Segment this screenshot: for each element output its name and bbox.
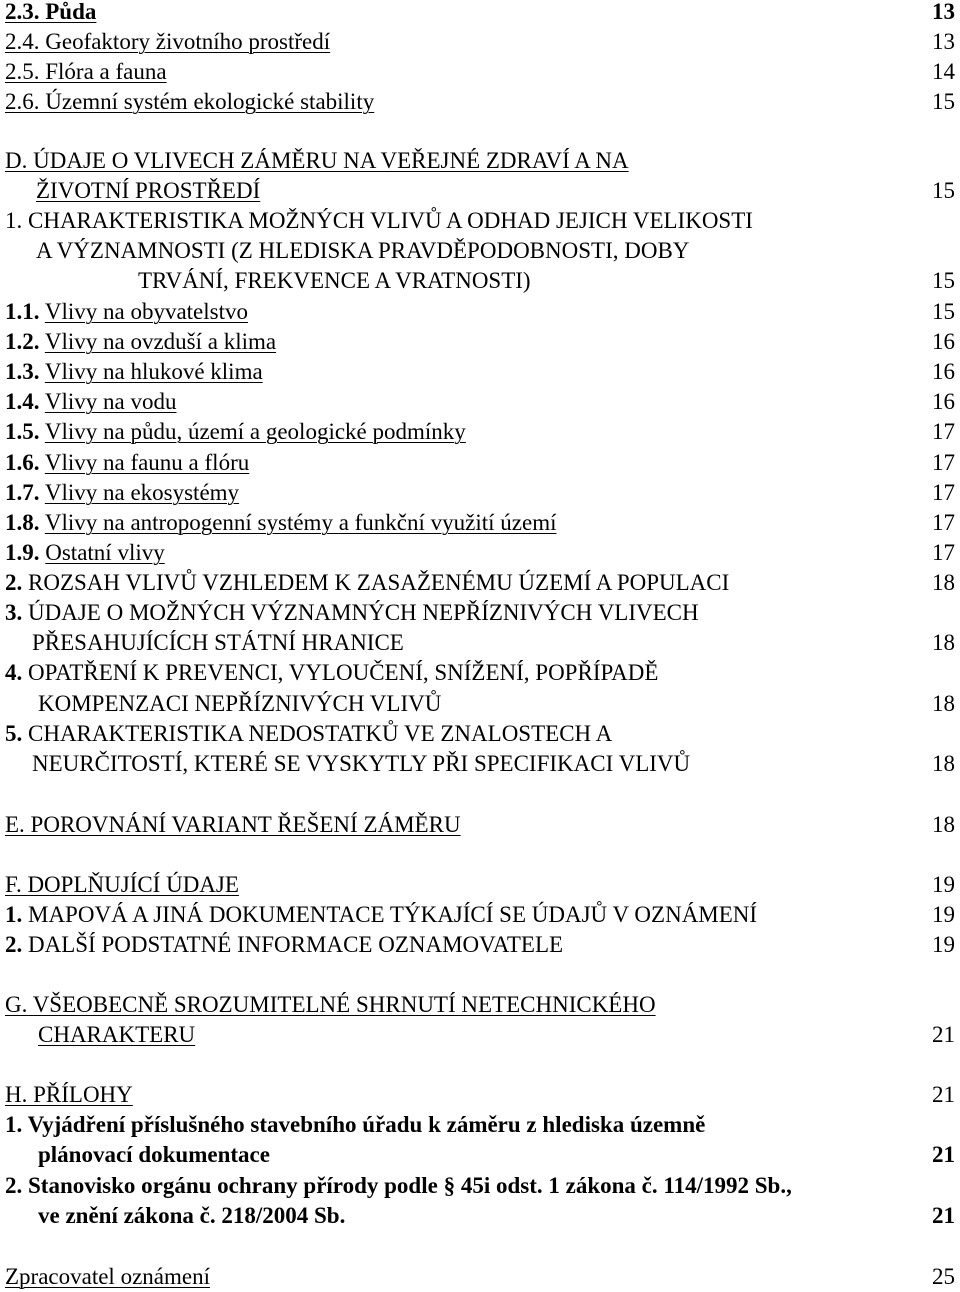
toc-label: CHARAKTERU [38, 1022, 196, 1047]
toc-number: 1.3. [5, 359, 40, 384]
toc-label: Vlivy na hlukové klima [44, 359, 263, 384]
toc-label: ŽIVOTNÍ PROSTŘEDÍ [36, 178, 261, 203]
toc-label: plánovací dokumentace [38, 1142, 270, 1167]
toc-page: 13 [932, 0, 955, 24]
toc-entry[interactable] [0, 870, 960, 900]
toc-entry[interactable] [0, 87, 960, 117]
toc-label: G. VŠEOBECNĚ SROZUMITELNÉ SHRNUTÍ NETECHNICKÉHO [5, 992, 656, 1017]
toc-entry[interactable] [0, 176, 960, 206]
toc-label: ÚDAJE O MOŽNÝCH VÝZNAMNÝCH NEPŘÍZNIVÝCH VLIVECH [28, 600, 699, 625]
toc-page: 15 [932, 268, 955, 293]
toc-label: Zpracovatel oznámení [5, 1264, 210, 1289]
toc-page: 17 [932, 419, 955, 444]
toc-page: 15 [932, 299, 955, 324]
toc-entry[interactable] [0, 236, 960, 266]
toc-number: 1.6. [5, 450, 40, 475]
toc-entry[interactable] [0, 1262, 960, 1292]
toc-label: Vlivy na antropogenní systémy a funkční využití území [44, 510, 557, 535]
toc-entry[interactable] [0, 568, 960, 598]
toc-label: NEURČITOSTÍ, KTERÉ SE VYSKYTLY PŘI SPECIFIKACI VLIVŮ [32, 751, 691, 776]
toc-label: Vlivy na ekosystémy [44, 480, 240, 505]
toc-number: 1. [5, 902, 23, 927]
toc-number: 1.7. [5, 480, 40, 505]
toc-entry[interactable] [0, 417, 960, 447]
toc-label: 2. Stanovisko orgánu ochrany přírody podle § 45i odst. 1 zákona č. 114/1992 Sb., [5, 1173, 792, 1198]
toc-page: 21 [932, 1082, 955, 1107]
toc-page: 18 [932, 751, 955, 776]
toc-entry[interactable] [0, 538, 960, 568]
toc-page: 18 [932, 691, 955, 716]
toc-entry[interactable] [0, 719, 960, 749]
toc-entry[interactable] [0, 810, 960, 840]
toc-number: 3. [5, 600, 23, 625]
toc-page: 21 [932, 1203, 955, 1228]
toc-entry[interactable] [0, 266, 960, 296]
toc-label: PŘESAHUJÍCÍCH STÁTNÍ HRANICE [32, 630, 404, 655]
toc-page: 13 [932, 29, 955, 54]
toc-entry[interactable] [0, 900, 960, 930]
toc-label: 2.5. Flóra a fauna [5, 59, 167, 84]
toc-number: 1.5. [5, 419, 40, 444]
toc-page: 17 [932, 540, 955, 565]
toc-entry[interactable] [0, 387, 960, 417]
toc-page: 14 [932, 59, 955, 84]
toc-entry[interactable] [0, 478, 960, 508]
toc-entry[interactable] [0, 327, 960, 357]
toc-entry[interactable] [0, 0, 960, 27]
toc-label: Vlivy na obyvatelstvo [44, 299, 248, 324]
toc-entry[interactable] [0, 1201, 960, 1231]
toc-page: 15 [932, 89, 955, 114]
toc-page: 19 [932, 902, 955, 927]
toc-entry[interactable] [0, 990, 960, 1020]
toc-entry[interactable] [0, 628, 960, 658]
toc-label: A VÝZNAMNOSTI (Z HLEDISKA PRAVDĚPODOBNOSTI, DOBY [36, 238, 690, 263]
toc-label: Vlivy na půdu, území a geologické podmínky [44, 419, 466, 444]
toc-number: 1.2. [5, 329, 40, 354]
toc-entry[interactable] [0, 206, 960, 236]
toc-number: 1.1. [5, 299, 40, 324]
toc-page: 21 [932, 1142, 955, 1167]
toc-number: 2. [5, 570, 23, 595]
toc-label: CHARAKTERISTIKA NEDOSTATKŮ VE ZNALOSTECH A [28, 721, 613, 746]
toc-label: E. POROVNÁNÍ VARIANT ŘEŠENÍ ZÁMĚRU [5, 812, 461, 837]
toc-number: 1.8. [5, 510, 40, 535]
toc-entry[interactable] [0, 689, 960, 719]
toc-entry[interactable] [0, 749, 960, 779]
toc-entry[interactable] [0, 658, 960, 688]
toc-page: 16 [932, 359, 955, 384]
toc-entry[interactable] [0, 1110, 960, 1140]
toc-number: 1.4. [5, 389, 40, 414]
toc-entry[interactable] [0, 1171, 960, 1201]
toc-number: 5. [5, 721, 23, 746]
toc-entry[interactable] [0, 448, 960, 478]
toc-page: 17 [932, 450, 955, 475]
toc-entry[interactable] [0, 357, 960, 387]
toc-label: Ostatní vlivy [45, 540, 165, 565]
toc-label: ve znění zákona č. 218/2004 Sb. [38, 1203, 346, 1228]
toc-label: 2.4. Geofaktory životního prostředí [5, 29, 331, 54]
toc-page: 17 [932, 480, 955, 505]
toc-label: TRVÁNÍ, FREKVENCE A VRATNOSTI) [138, 268, 531, 293]
toc-label: D. ÚDAJE O VLIVECH ZÁMĚRU NA VEŘEJNÉ ZDRAVÍ A NA [5, 148, 629, 173]
toc-label: DALŠÍ PODSTATNÉ INFORMACE OZNAMOVATELE [28, 932, 564, 957]
toc-entry[interactable] [0, 146, 960, 176]
toc-label: KOMPENZACI NEPŘÍZNIVÝCH VLIVŮ [38, 691, 442, 716]
toc-entry[interactable] [0, 1020, 960, 1050]
toc-page: 19 [932, 872, 955, 897]
toc-label: MAPOVÁ A JINÁ DOKUMENTACE TÝKAJÍCÍ SE ÚDAJŮ V OZNÁMENÍ [28, 902, 758, 927]
toc-page: 18 [932, 812, 955, 837]
toc-page: 17 [932, 510, 955, 535]
toc-page: 25 [932, 1264, 955, 1289]
toc-label: F. DOPLŇUJÍCÍ ÚDAJE [5, 872, 239, 897]
toc-page: 16 [932, 329, 955, 354]
toc-entry[interactable] [0, 598, 960, 628]
toc-entry[interactable] [0, 1140, 960, 1170]
toc-entry[interactable] [0, 57, 960, 87]
toc-entry[interactable] [0, 1080, 960, 1110]
toc-label: Vlivy na vodu [44, 389, 177, 414]
toc-page: 16 [932, 389, 955, 414]
toc-label: OPATŘENÍ K PREVENCI, VYLOUČENÍ, SNÍŽENÍ, POPŘÍPADĚ [28, 660, 659, 685]
toc-number: 1.9. [5, 540, 40, 565]
toc-label: ROZSAH VLIVŮ VZHLEDEM K ZASAŽENÉMU ÚZEMÍ A POPULACI [28, 570, 730, 595]
toc-label: 2.6. Územní systém ekologické stability [5, 89, 375, 114]
toc-number: 4. [5, 660, 23, 685]
toc-label: Vlivy na ovzduší a klima [44, 329, 277, 354]
toc-entry[interactable] [0, 930, 960, 960]
toc-page: 18 [932, 570, 955, 595]
toc-label: 2.3. Půda [5, 0, 97, 24]
toc-entry[interactable] [0, 27, 960, 57]
toc-entry[interactable] [0, 508, 960, 538]
toc-label: 1. Vyjádření příslušného stavebního úřadu k záměru z hlediska územně [5, 1112, 706, 1137]
toc-label: H. PŘÍLOHY [5, 1082, 133, 1107]
toc-number: 2. [5, 932, 23, 957]
toc-entry[interactable] [0, 297, 960, 327]
toc-page: 15 [932, 178, 955, 203]
toc-label: 1. CHARAKTERISTIKA MOŽNÝCH VLIVŮ A ODHAD JEJICH VELIKOSTI [5, 208, 753, 233]
toc-page: 18 [932, 630, 955, 655]
toc-label: Vlivy na faunu a flóru [44, 450, 250, 475]
toc-page: 19 [932, 932, 955, 957]
toc-page: 21 [932, 1022, 955, 1047]
